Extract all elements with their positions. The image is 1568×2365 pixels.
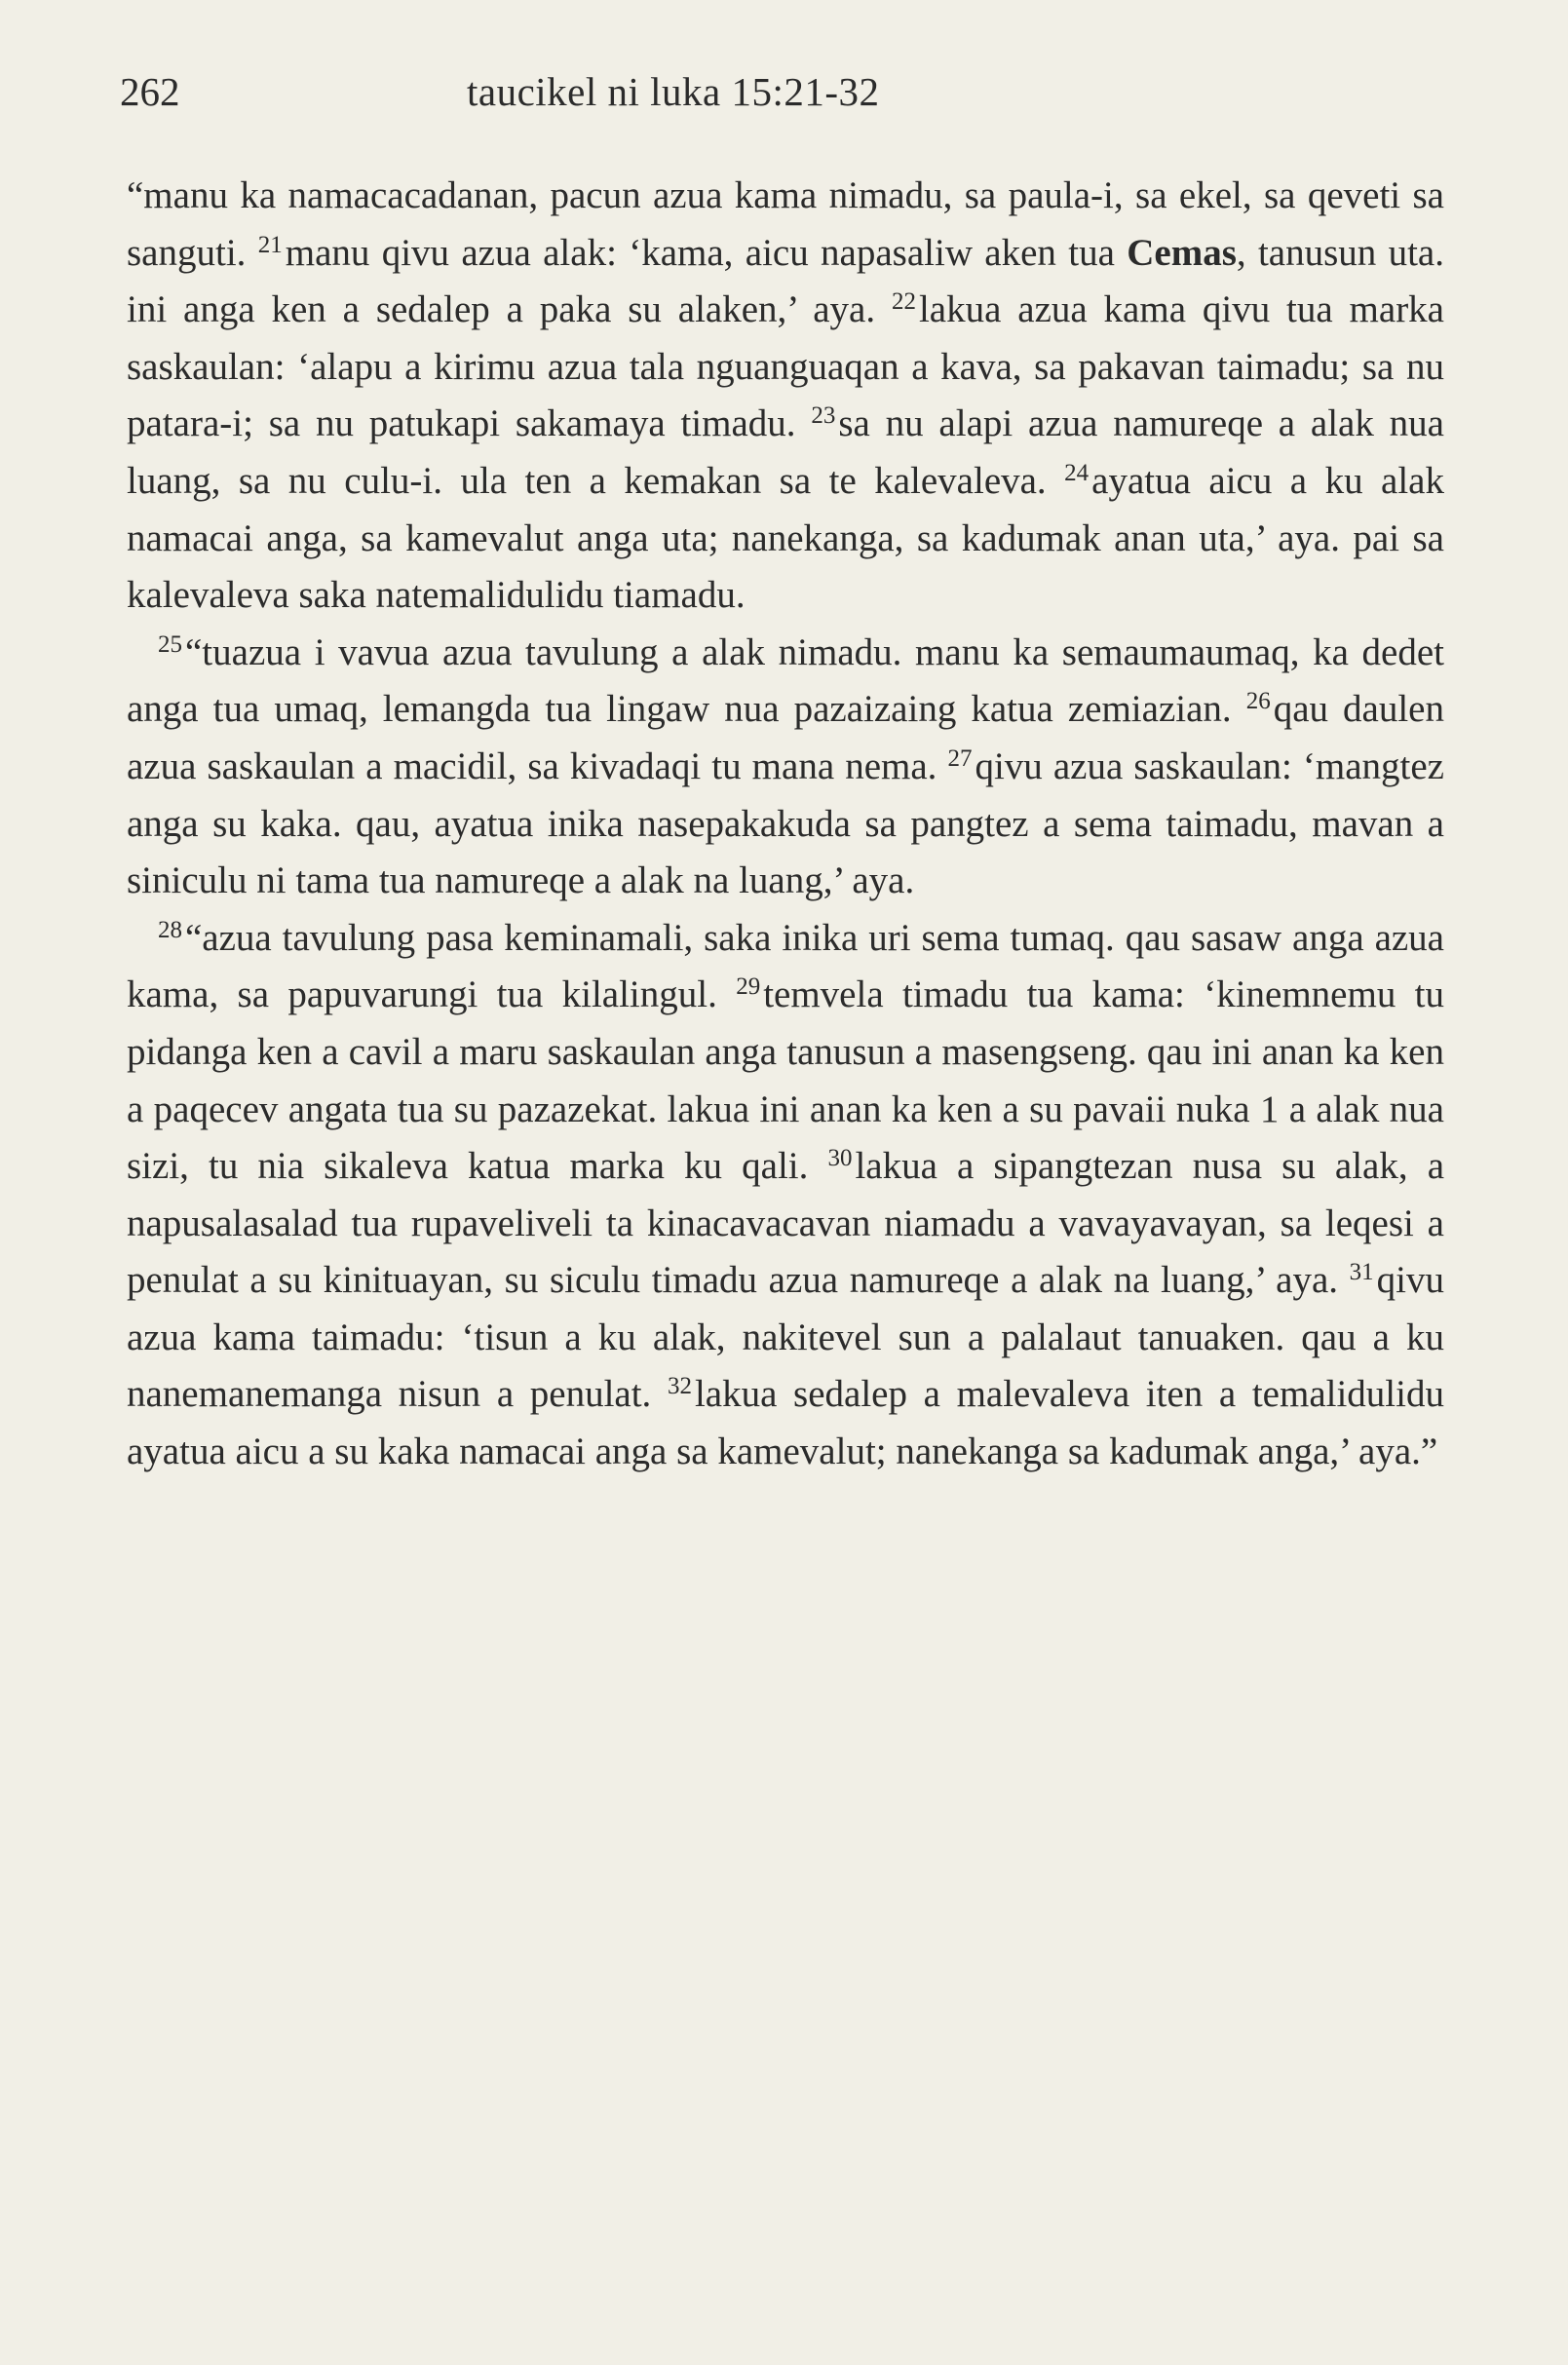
verse-number: 27 — [947, 744, 973, 772]
verse-text: temvela timadu tua kama: ‘kinemnemu tu pidanga ken a cavil a maru saskaulan anga tanusun a masengseng. qau ini anan ka ken a paqecev angata tua su pazazekat. lakua ini anan ka ken a su pavaii nuka 1 a alak nua sizi, tu nia sikaleva katua marka ku qali. — [127, 973, 1444, 1188]
verse-number: 28 — [158, 916, 182, 943]
verse-text: lakua sedalep a malevaleva iten a temalidulidu ayatua aicu a su kaka namacai anga sa kamevalut; nanekanga sa kadumak anga,’ aya.” — [127, 1373, 1444, 1473]
page-number: 262 — [120, 69, 180, 114]
verse-number: 22 — [891, 288, 916, 316]
verse-text: “tuazua i vavua azua tavulung a alak nimadu. manu ka semaumaumaq, ka dedet anga tua umaq, lemangda tua lingaw nua pazaizaing katua zemiazian. — [127, 630, 1444, 731]
verse-text: “azua tavulung pasa keminamali, saka inika uri sema tumaq. qau sasaw anga azua kama, sa papuvarungi tua kilalingul. — [127, 916, 1444, 1016]
paragraph — [127, 625, 1444, 910]
scripture-text — [127, 168, 1444, 1481]
verse-text: “manu ka namacacadanan, pacun azua kama nimadu, sa paula-i, sa ekel, sa qeveti sa sanguti. — [127, 174, 1444, 274]
verse-text: ayatua aicu a ku alak namacai anga, sa kamevalut anga uta; nanekanga, sa kadumak anan uta,’ aya. pai sa kalevaleva saka natemalidulidu tiamadu. — [127, 459, 1444, 617]
verse-text: qau daulen azua saskaulan a macidil, sa kivadaqi tu mana nema. — [127, 688, 1444, 787]
verse-number: 23 — [811, 402, 836, 430]
verse-text: lakua a sipangtezan nusa su alak, a napusalasalad tua rupaveliveli ta kinacavacavan niamadu a vavayavayan, sa leqesi a penulat a su kinituayan, su siculu timadu azua namureqe a alak na luang,’ aya. — [127, 1145, 1444, 1302]
verse-text: qivu azua kama taimadu: ‘tisun a ku alak, nakitevel sun a palalaut tanuaken. qau a ku nanemanemanga nisun a penulat. — [127, 1259, 1444, 1416]
verse-text: lakua azua kama qivu tua marka saskaulan: ‘alapu a kirimu azua tala nguanguaqan a kava, sa pakavan taimadu; sa nu patara-i; sa nu patukapi sakamaya timadu. — [127, 288, 1444, 445]
verse-number: 32 — [667, 1373, 692, 1400]
running-title: taucikel ni luka 15:21-32 — [467, 69, 880, 114]
bold-name: Cemas — [1127, 231, 1237, 274]
verse-text: sa nu alapi azua namureqe a alak nua luang, sa nu culu-i. ula ten a kemakan sa te kalevaleva. — [127, 402, 1444, 502]
paragraph — [127, 168, 1444, 625]
verse-text: manu qivu azua alak: ‘kama, aicu napasaliw aken tua — [285, 231, 1128, 274]
verse-number: 29 — [736, 973, 761, 1001]
verse-number: 24 — [1064, 459, 1090, 486]
verse-number: 30 — [827, 1145, 853, 1172]
running-header — [120, 68, 1445, 127]
verse-number: 25 — [158, 630, 182, 658]
verse-text: qivu azua saskaulan: ‘mangtez anga su kaka. qau, ayatua inika nasepakakuda sa pangtez a sema taimadu, mavan a siniculu ni tama tua namureqe a alak na luang,’ aya. — [127, 744, 1444, 902]
paragraph — [127, 910, 1444, 1481]
verse-number: 26 — [1245, 688, 1271, 715]
verse-text: , tanusun uta. ini anga ken a sedalep a paka su alaken,’ aya. — [127, 231, 1444, 331]
verse-number: 21 — [257, 231, 283, 258]
verse-number: 31 — [1349, 1259, 1374, 1286]
